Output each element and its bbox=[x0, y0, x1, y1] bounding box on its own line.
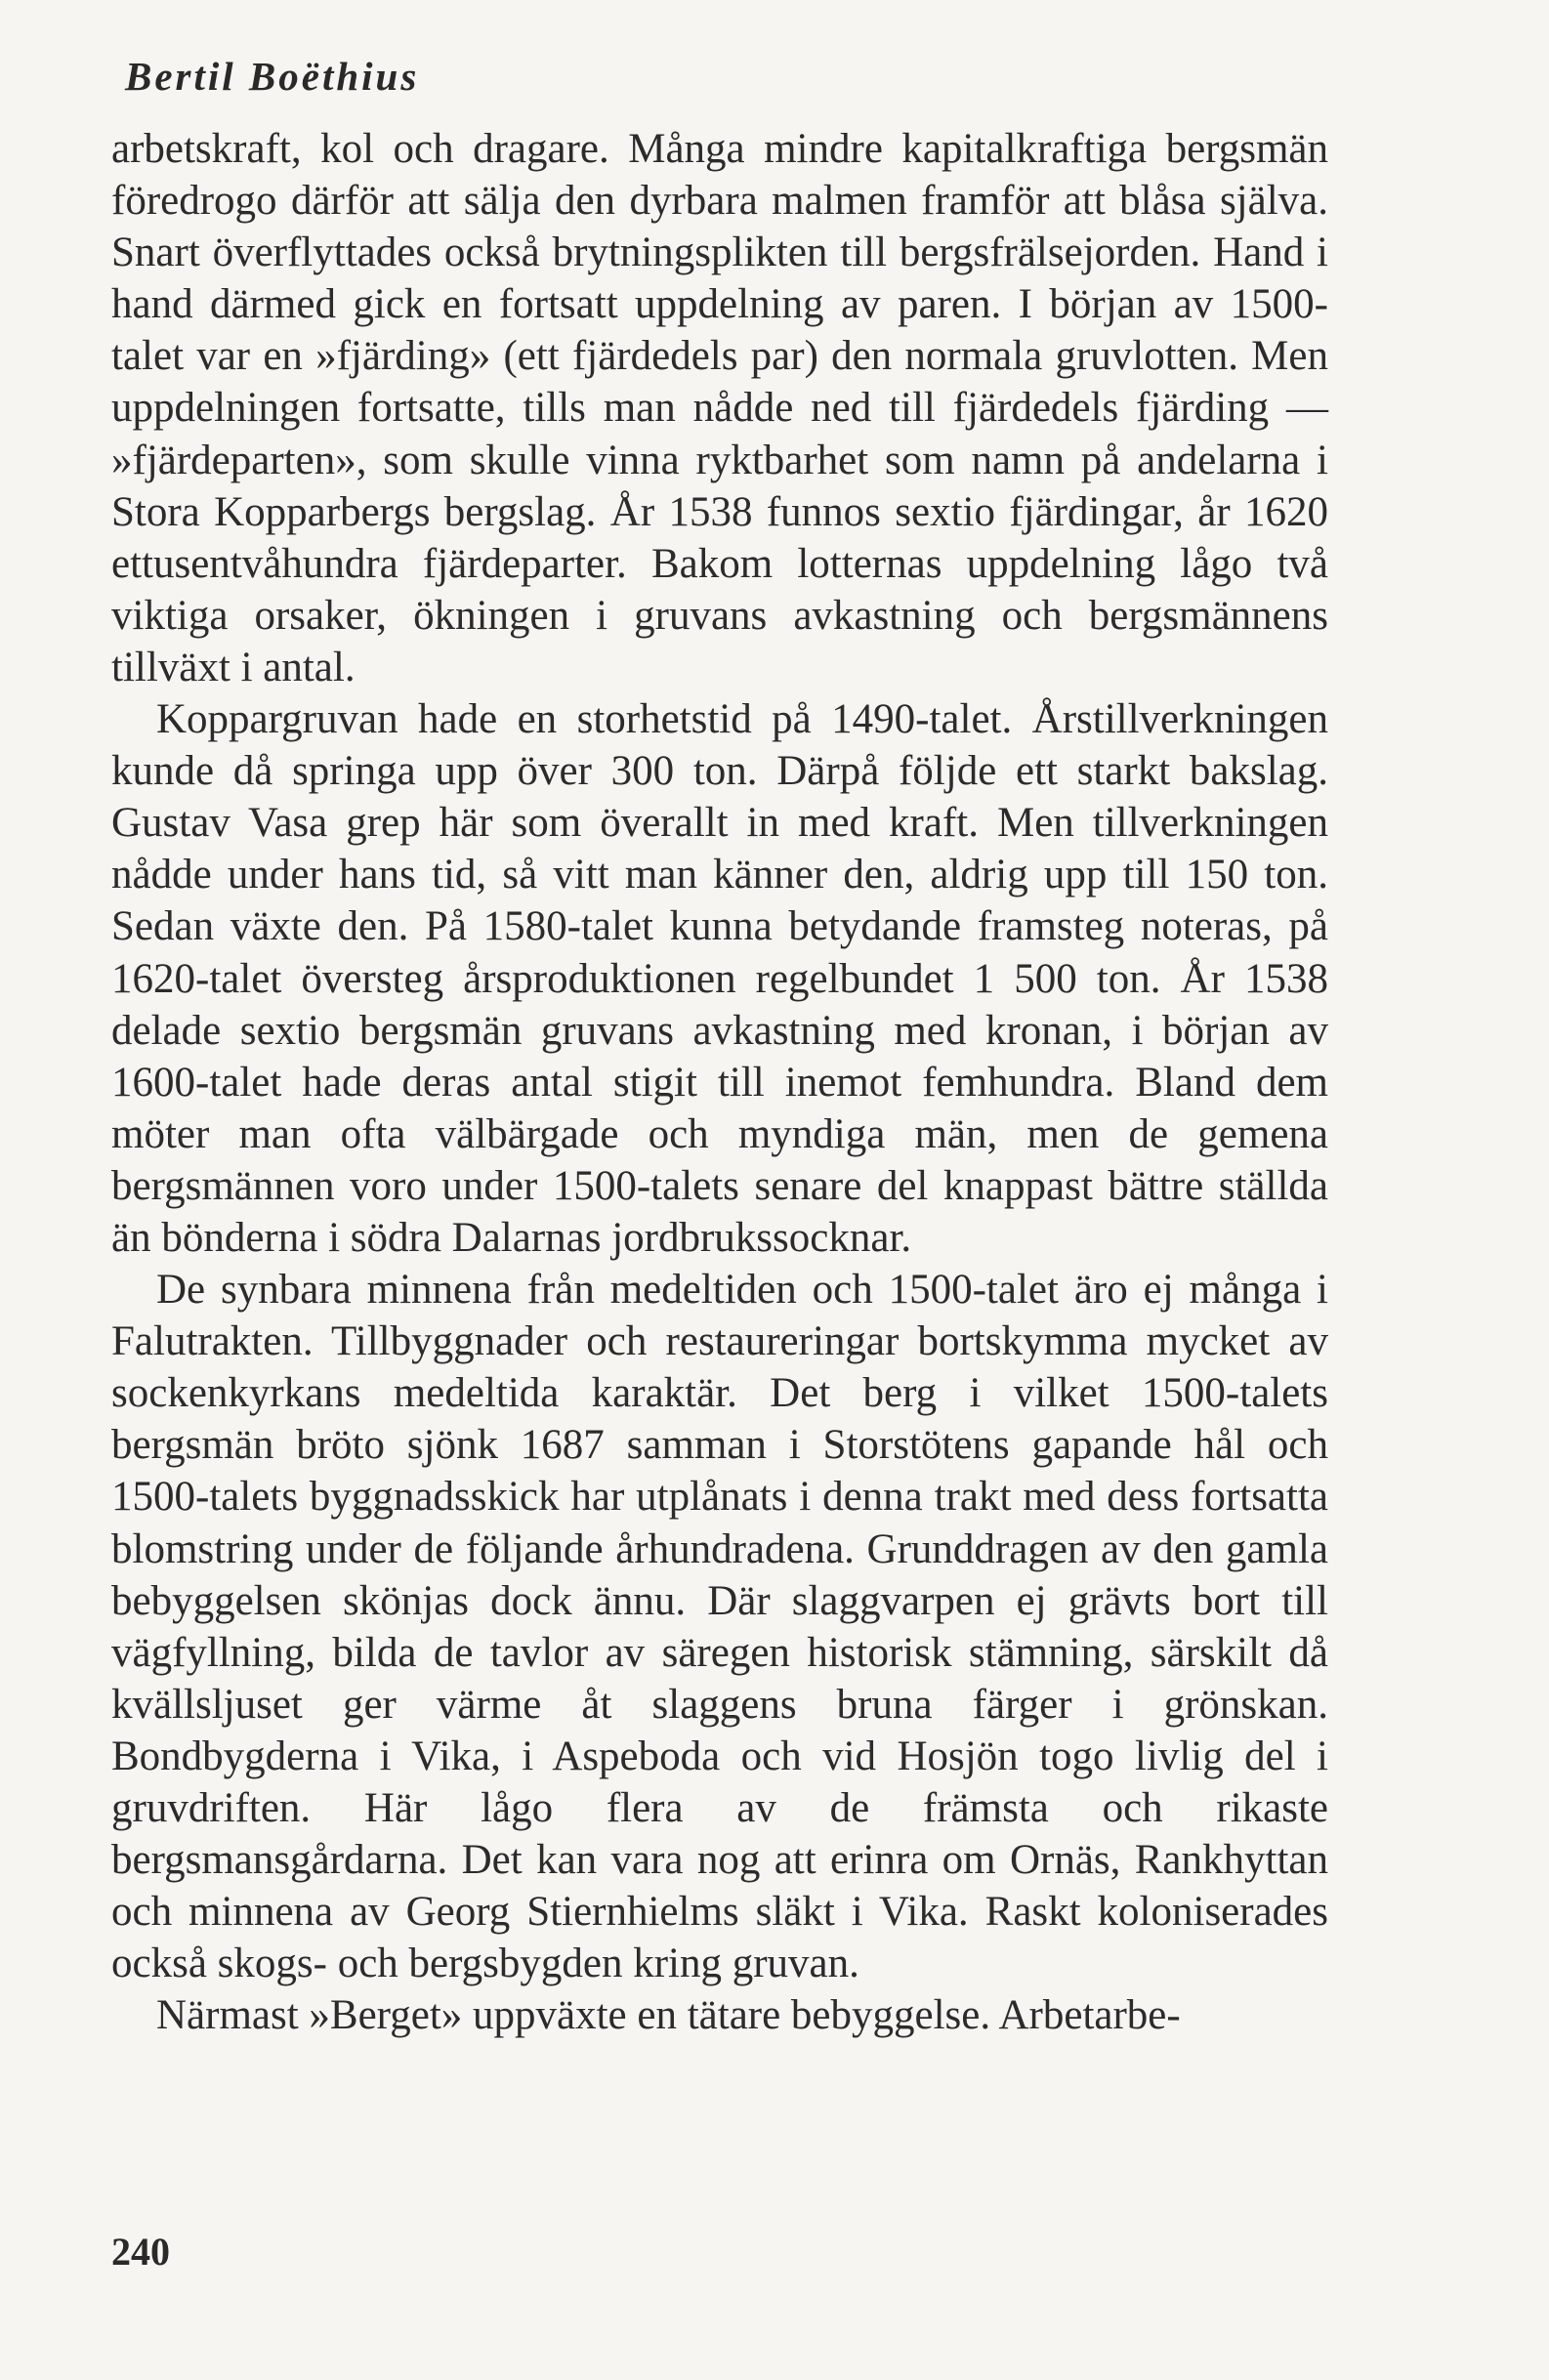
paragraph-4: Närmast »Berget» uppväxte en tätare bebyggelse. Arbetarbe- bbox=[156, 1992, 1181, 2039]
paragraph-2: Koppargruvan hade en storhetstid på 1490-talet. Årstillverkningen kunde då springa upp över 300 ton. Därpå följde ett starkt bakslag. Gustav Vasa grep här som överallt in med kraft. Men tillverkningen nådde under hans tid, så vitt man känner den, aldrig upp till 150 ton. Sedan växte den. På 1580-talet kunna betydande framsteg noteras, på 1620-talet översteg årsproduktionen regelbundet 1 500 ton. År 1538 delade sextio bergsmän gruvans avkastning med kronan, i början av 1600-talet hade deras antal stigit till inemot femhundra. Bland dem möter man ofta välbärgade och myndiga män, men de gemena bergsmännen voro under 1500-talets senare del knappast bättre ställda än bönderna i södra Dalarnas jordbrukssocknar. bbox=[111, 696, 1328, 1261]
page-number: 240 bbox=[111, 2230, 170, 2274]
paragraph-3: De synbara minnena från medeltiden och 1500-talet äro ej många i Falutrakten. Tillbyggnader och restaureringar bortskymma mycket av sockenkyrkans medeltida karaktär. Det berg i vilket 1500-talets bergsmän bröto sjönk 1687 samman i Storstötens gapande hål och 1500-talets byggnadsskick har utplånats i denna trakt med dess fortsatta blomstring under de följande århundradena. Grunddragen av den gamla bebyggelsen skönjas dock ännu. Där slaggvarpen ej grävts bort till vägfyllning, bilda de tavlor av säregen historisk stämning, särskilt då kvällsljuset ger värme åt slaggens bruna färger i grönskan. Bondbygderna i Vika, i Aspeboda och vid Hosjön togo livlig del i gruvdriften. Här lågo flera av de främsta och rikaste bergsmansgårdarna. Det kan vara nog att erinra om Ornäs, Rankhyttan och minnena av Georg Stiernhielms släkt i Vika. Raskt koloniserades också skogs- och bergsbygden kring gruvan. bbox=[111, 1267, 1328, 1987]
body-text bbox=[111, 123, 1328, 2041]
paragraph-1: arbetskraft, kol och dragare. Många mindre kapitalkraftiga bergsmän föredrogo därför att sälja den dyrbara malmen framför att blåsa själva. Snart överflyttades också brytningsplikten till bergsfrälsejorden. Hand i hand därmed gick en fortsatt uppdelning av paren. I början av 1500-talet var en »fjärding» (ett fjärdedels par) den normala gruvlotten. Men uppdelningen fortsatte, tills man nådde ned till fjärdedels fjärding — »fjärdeparten», som skulle vinna ryktbarhet som namn på andelarna i Stora Kopparbergs bergslag. År 1538 funnos sextio fjärdingar, år 1620 ettusentvåhundra fjärdeparter. Bakom lotternas uppdelning lågo två viktiga orsaker, ökningen i gruvans avkastning och bergsmännens tillväxt i antal. bbox=[111, 126, 1328, 690]
running-head: Bertil Boëthius bbox=[125, 54, 420, 99]
